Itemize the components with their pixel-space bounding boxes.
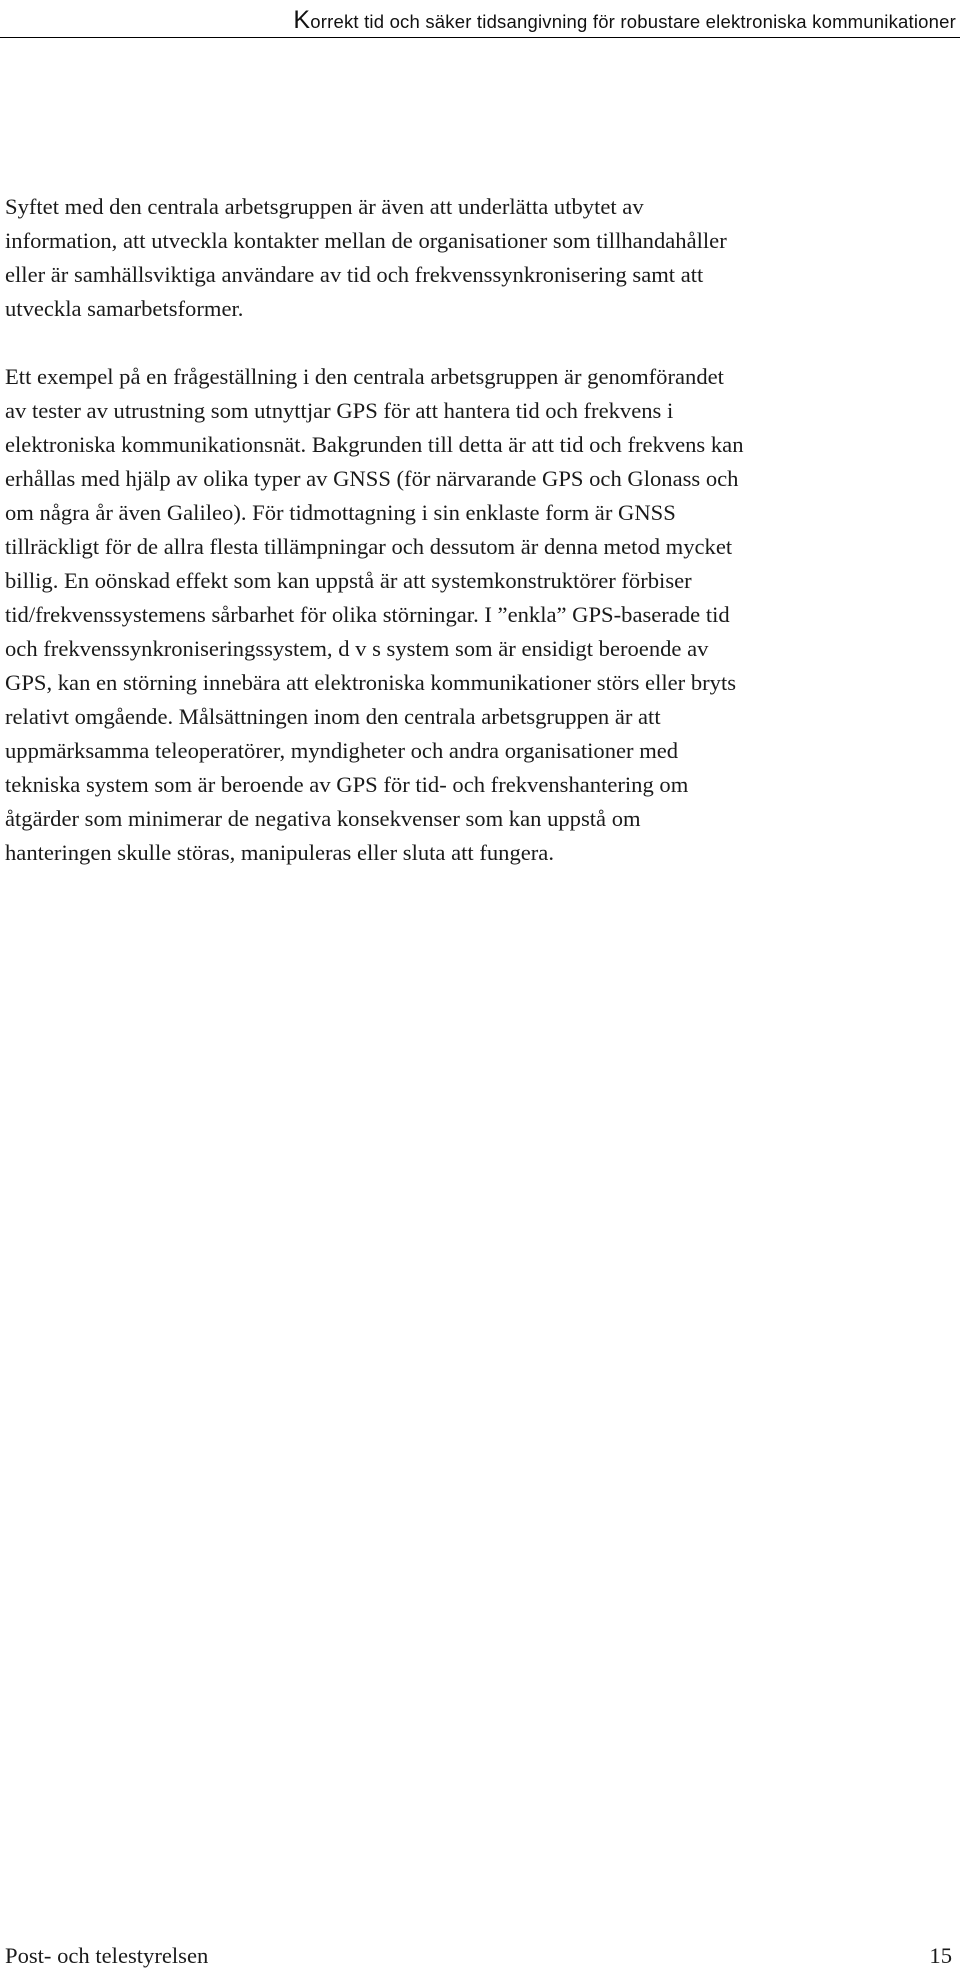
- page-footer: [5, 1943, 955, 1979]
- text-line: tid/frekvenssystemens sårbarhet för olika störningar. I ”enkla” GPS-baserade tid: [5, 602, 730, 627]
- text-line: tillräckligt för de allra flesta tillämpningar och dessutom är denna metod mycket: [5, 534, 733, 559]
- text-line: tekniska system som är beroende av GPS för tid- och frekvenshantering om: [5, 772, 689, 797]
- text-line: om några år även Galileo). För tidmottagning i sin enklaste form är GNSS: [5, 500, 676, 525]
- text-line: av tester av utrustning som utnyttjar GPS för att hantera tid och frekvens i: [5, 398, 674, 423]
- text-line: GPS, kan en störning innebära att elektroniska kommunikationer störs eller bryts: [5, 670, 737, 695]
- body-text: [5, 190, 955, 870]
- text-line: erhållas med hjälp av olika typer av GNSS (för närvarande GPS och Glonass och: [5, 466, 739, 491]
- text-line: relativt omgående. Målsättningen inom den centrala arbetsgruppen är att: [5, 704, 661, 729]
- text-line: utveckla samarbetsformer.: [5, 296, 244, 321]
- document-title: Korrekt tid och säker tidsangivning för robustare elektroniska kommunikationer: [293, 6, 956, 34]
- text-line: uppmärksamma teleoperatörer, myndigheter och andra organisationer med: [5, 738, 679, 763]
- text-line: information, att utveckla kontakter mellan de organisationer som tillhandahåller: [5, 228, 727, 253]
- text-line: Syftet med den centrala arbetsgruppen är även att underlätta utbytet av: [5, 194, 644, 219]
- paragraph: [5, 190, 955, 326]
- paragraph: [5, 360, 955, 870]
- publisher-name: Post- och telestyrelsen: [5, 1943, 209, 1968]
- running-header: [0, 0, 960, 38]
- text-line: och frekvenssynkroniseringssystem, d v s system som är ensidigt beroende av: [5, 636, 709, 661]
- text-line: eller är samhällsviktiga användare av tid och frekvenssynkronisering samt att: [5, 262, 704, 287]
- text-line: elektroniska kommunikationsnät. Bakgrunden till detta är att tid och frekvens kan: [5, 432, 744, 457]
- page-number: 15: [929, 1943, 952, 1968]
- text-line: åtgärder som minimerar de negativa konsekvenser som kan uppstå om: [5, 806, 641, 831]
- text-line: Ett exempel på en frågeställning i den centrala arbetsgruppen är genomförandet: [5, 364, 724, 389]
- text-line: hanteringen skulle störas, manipuleras eller sluta att fungera.: [5, 840, 554, 865]
- text-line: billig. En oönskad effekt som kan uppstå är att systemkonstruktörer förbiser: [5, 568, 692, 593]
